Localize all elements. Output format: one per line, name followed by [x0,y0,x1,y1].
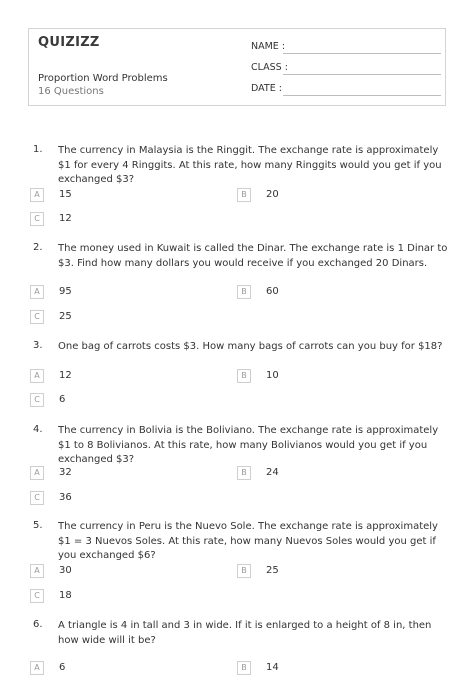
option-value: 25 [59,311,72,322]
question-number: 1. [33,144,43,155]
option-value: 32 [59,467,72,478]
question-text: The currency in Malaysia is the Ringgit. The exchange rate is approximately $1 for every 4 Ringgits. At this rate, how many Ringgits would you get if you exchanged $3? [58,145,442,185]
option-letter: B [237,188,251,202]
option-value: 10 [266,370,279,381]
class-label: CLASS : [251,62,288,73]
option-letter: A [30,661,44,675]
class-line[interactable] [283,74,441,75]
option-value: 15 [59,189,72,200]
option-value: 30 [59,565,72,576]
question-number: 4. [33,424,43,435]
option-value: 24 [266,467,279,478]
option-letter: B [237,661,251,675]
worksheet-title: Proportion Word Problems [38,73,168,84]
option-letter: A [30,564,44,578]
question-text: A triangle is 4 in tall and 3 in wide. If it is enlarged to a height of 8 in, then how wide will it be? [58,620,432,646]
option-letter: A [30,285,44,299]
question-text: The money used in Kuwait is called the Dinar. The exchange rate is 1 Dinar to $3. Find how many dollars you would receive if you exchanged 20 Dinars. [58,243,448,269]
question-number: 6. [33,619,43,630]
name-line[interactable] [283,53,441,54]
option-value: 60 [266,286,279,297]
option-value: 12 [59,370,72,381]
question-text: The currency in Bolivia is the Boliviano. The exchange rate is approximately $1 to 8 Bolivianos. At this rate, how many Bolivianos would you get if you exchanged $3? [58,425,439,465]
option-value: 36 [59,492,72,503]
option-value: 18 [59,590,72,601]
option-letter: A [30,466,44,480]
option-letter: B [237,285,251,299]
option-letter: A [30,188,44,202]
option-letter: C [30,310,44,324]
option-letter: C [30,589,44,603]
question-text: One bag of carrots costs $3. How many bags of carrots can you buy for $18? [58,341,443,352]
option-letter: A [30,369,44,383]
option-value: 6 [59,394,66,405]
date-label: DATE : [251,83,282,94]
option-value: 14 [266,662,279,673]
option-letter: B [237,466,251,480]
option-letter: C [30,393,44,407]
option-value: 25 [266,565,279,576]
option-letter: C [30,212,44,226]
option-value: 6 [59,662,66,673]
question-number: 3. [33,340,43,351]
option-letter: C [30,491,44,505]
date-line[interactable] [283,95,441,96]
option-value: 95 [59,286,72,297]
worksheet-header [28,28,446,106]
name-label: NAME : [251,41,286,52]
question-number: 5. [33,520,43,531]
option-letter: B [237,369,251,383]
option-value: 12 [59,213,72,224]
question-number: 2. [33,242,43,253]
quizizz-logo: QUIZIZZ [38,35,100,50]
question-count: 16 Questions [38,86,104,97]
question-text: The currency in Peru is the Nuevo Sole. The exchange rate is approximately $1 = 3 Nuevos Soles. At this rate, how many Nuevos Soles would you get if you exchanged $6? [58,521,438,561]
option-value: 20 [266,189,279,200]
option-letter: B [237,564,251,578]
